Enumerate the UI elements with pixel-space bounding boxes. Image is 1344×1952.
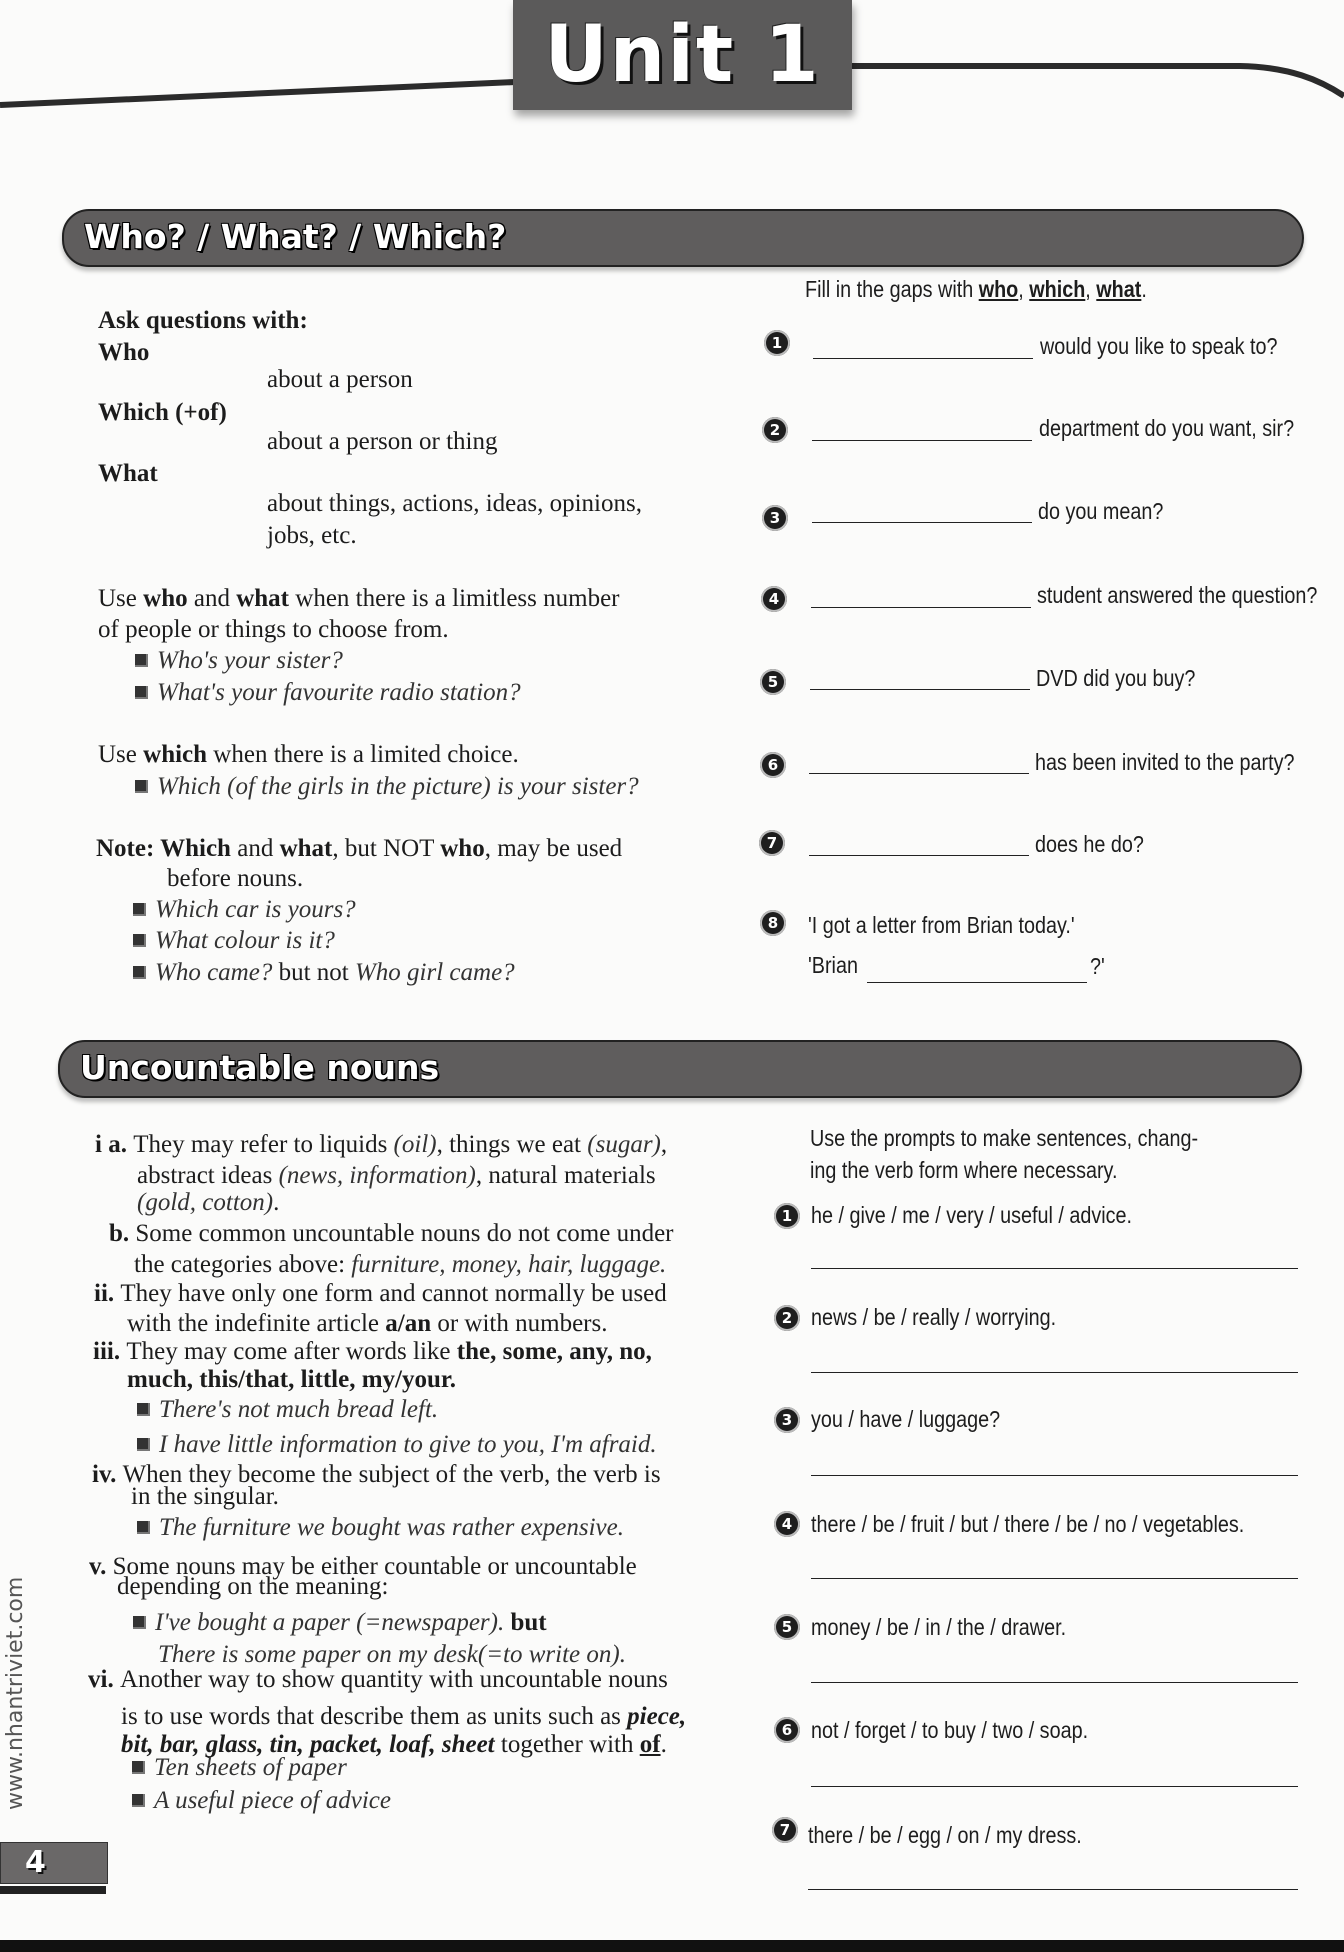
- number-badge: 7: [759, 830, 785, 856]
- unit-title-box: [513, 0, 852, 110]
- text-segment: of: [639, 1731, 661, 1758]
- answer-line[interactable]: [811, 1475, 1298, 1476]
- example-line: [135, 772, 639, 802]
- text-line: [267, 521, 357, 551]
- text-segment: before nouns.: [167, 865, 304, 892]
- exercise-item-text: DVD did you buy?: [1036, 665, 1196, 691]
- answer-line[interactable]: [811, 1786, 1298, 1787]
- answer-line[interactable]: [811, 1682, 1298, 1683]
- text-segment: Ask questions with:: [98, 307, 308, 334]
- text-segment: abstract ideas: [137, 1162, 279, 1189]
- text-segment: Some nouns may be either countable or uncountable: [112, 1553, 637, 1580]
- prompt-text: news / be / really / worrying.: [811, 1304, 1057, 1330]
- text-line: [88, 1665, 668, 1695]
- number-badge: 2: [762, 417, 788, 443]
- text-segment: but: [510, 1609, 547, 1636]
- answer-blank[interactable]: [809, 855, 1029, 856]
- prompt-text: there / be / egg / on / my dress.: [808, 1822, 1082, 1848]
- bullet-icon: [137, 1438, 150, 1451]
- example-line: [133, 926, 335, 956]
- number-badge: 4: [761, 586, 787, 612]
- text-segment: , may be used: [484, 835, 623, 862]
- text-segment: Which (of the girls in the picture) is your sister?: [157, 773, 639, 800]
- text-segment: which: [1029, 276, 1086, 302]
- text-line: [98, 338, 149, 368]
- example-text: [154, 1754, 347, 1781]
- prompt-text: not / forget / to buy / two / soap.: [811, 1717, 1089, 1743]
- example-text: [155, 896, 356, 923]
- text-segment: They may come after words like: [126, 1338, 457, 1365]
- text-line: [267, 489, 642, 519]
- text-segment: There's not much bread left.: [159, 1396, 439, 1423]
- text-segment: about a person or thing: [267, 428, 498, 455]
- bullet-icon: [133, 934, 146, 947]
- unit-title: Unit 1: [544, 10, 821, 100]
- answer-blank[interactable]: [810, 689, 1030, 690]
- text-segment: Which (+of): [98, 399, 227, 426]
- number-badge: 6: [760, 752, 786, 778]
- text-segment: ,: [1085, 276, 1097, 302]
- text-segment: is to use words that describe them as units such as: [121, 1703, 628, 1730]
- text-segment: When they become the subject of the verb, the verb is: [122, 1461, 661, 1488]
- text-segment: A useful piece of advice: [154, 1787, 391, 1814]
- text-segment: Who's your sister?: [157, 647, 343, 674]
- text-segment: Note:: [96, 835, 161, 862]
- text-line: [267, 427, 498, 457]
- bullet-icon: [135, 686, 148, 699]
- text-segment: The furniture we bought was rather expensive.: [159, 1514, 624, 1541]
- text-segment: Who came?: [155, 959, 273, 986]
- page-number-bar: [0, 1886, 106, 1894]
- bullet-icon: [135, 654, 148, 667]
- text-segment: What's your favourite radio station?: [157, 679, 521, 706]
- example-line: [132, 1753, 347, 1783]
- text-segment: of people or things to choose from.: [98, 616, 449, 643]
- text-segment: much, this/that, little, my/your.: [127, 1366, 456, 1393]
- text-line: [95, 1130, 667, 1160]
- prompt-text: he / give / me / very / useful / advice.: [811, 1202, 1133, 1228]
- answer-line[interactable]: [811, 1268, 1298, 1269]
- website-watermark: www.nhantriviet.com: [3, 1576, 28, 1810]
- prompt-text: money / be / in / the / drawer.: [811, 1614, 1067, 1640]
- text-segment: jobs, etc.: [267, 522, 357, 549]
- section-banner-uncountable-nouns: [58, 1040, 1302, 1098]
- page-edge: [0, 1940, 1344, 1952]
- exercise-item-prefix: 'Brian: [808, 952, 858, 978]
- text-line: [167, 864, 303, 894]
- example-text: [155, 959, 515, 986]
- text-line: [98, 584, 620, 614]
- text-line: [109, 1219, 674, 1249]
- example-line: [137, 1395, 438, 1425]
- text-segment: There is some paper on my desk(=to write on).: [158, 1641, 626, 1668]
- text-segment: the categories above:: [134, 1251, 352, 1278]
- text-segment: or with numbers.: [431, 1310, 608, 1337]
- number-badge: 1: [764, 330, 790, 356]
- answer-line[interactable]: [811, 1372, 1298, 1373]
- text-segment: Fill in the gaps with: [805, 276, 979, 302]
- text-segment: and: [187, 585, 237, 612]
- example-text: [157, 679, 521, 706]
- text-segment: Who girl came?: [354, 959, 515, 986]
- example-text: [157, 647, 343, 674]
- text-segment: but not: [272, 959, 355, 986]
- text-segment: with the indefinite article: [127, 1310, 386, 1337]
- text-line: [267, 365, 413, 395]
- exercise-instruction: Use the prompts to make sentences, chang-: [810, 1125, 1199, 1151]
- text-segment: (oil): [393, 1131, 437, 1158]
- text-segment: what: [236, 585, 290, 612]
- text-line: [93, 1337, 652, 1367]
- number-badge: 7: [772, 1817, 798, 1843]
- number-badge: 5: [774, 1614, 800, 1640]
- text-segment: Use: [98, 585, 144, 612]
- text-segment: bit, bar, glass, tin, packet, loaf, sheet: [121, 1731, 495, 1758]
- section-title: Uncountable nouns: [80, 1048, 440, 1087]
- number-badge: 4: [774, 1511, 800, 1537]
- text-segment: in the singular.: [131, 1483, 279, 1510]
- text-segment: who: [440, 835, 485, 862]
- text-line: [98, 615, 449, 645]
- answer-blank[interactable]: [809, 773, 1029, 774]
- text-segment: iii.: [93, 1338, 127, 1365]
- answer-blank[interactable]: [811, 607, 1031, 608]
- text-line: [94, 1279, 667, 1309]
- text-segment: They may refer to liquids: [133, 1131, 394, 1158]
- exercise-item-suffix: ?': [1090, 953, 1105, 979]
- answer-line[interactable]: [808, 1889, 1298, 1890]
- text-line: [137, 1161, 656, 1191]
- example-text: [155, 927, 335, 954]
- prompt-text: you / have / luggage?: [811, 1406, 1001, 1432]
- bullet-icon: [133, 1616, 146, 1629]
- page-number: 4: [25, 1845, 46, 1880]
- text-segment: .: [1141, 276, 1147, 302]
- text-line: [137, 1188, 279, 1218]
- text-segment: depending on the meaning:: [117, 1573, 389, 1600]
- exercise-item-text: department do you want, sir?: [1039, 415, 1295, 441]
- example-text: [159, 1396, 438, 1423]
- text-line: [98, 306, 308, 336]
- text-segment: who: [978, 276, 1019, 302]
- exercise-item-text: does he do?: [1035, 831, 1144, 857]
- text-segment: i a.: [95, 1131, 134, 1158]
- example-line: [133, 895, 356, 925]
- text-segment: together with: [494, 1731, 640, 1758]
- example-line: [137, 1430, 657, 1460]
- text-segment: (news, information): [278, 1162, 476, 1189]
- text-segment: What colour is it?: [155, 927, 335, 954]
- number-badge: 3: [774, 1407, 800, 1433]
- bullet-icon: [133, 903, 146, 916]
- section-banner-who-what-which: [62, 209, 1304, 267]
- number-badge: 3: [762, 505, 788, 531]
- answer-blank[interactable]: [812, 440, 1032, 441]
- text-segment: ,: [1018, 276, 1030, 302]
- text-segment: ii.: [94, 1280, 121, 1307]
- exercise-item-text: has been invited to the party?: [1035, 749, 1295, 775]
- page-number-box: [0, 1842, 108, 1884]
- exercise-item-text: 'I got a letter from Brian today.': [808, 912, 1075, 938]
- number-badge: 8: [760, 910, 786, 936]
- text-segment: They have only one form and cannot normally be used: [120, 1280, 667, 1307]
- bullet-icon: [133, 966, 146, 979]
- text-segment: b.: [109, 1220, 136, 1247]
- text-line: [127, 1309, 607, 1339]
- bullet-icon: [137, 1403, 150, 1416]
- text-segment: about things, actions, ideas, opinions,: [267, 490, 642, 517]
- text-segment: when there is a limitless number: [289, 585, 620, 612]
- exercise-item-text: do you mean?: [1038, 498, 1164, 524]
- text-segment: , natural materials: [475, 1162, 656, 1189]
- text-segment: Use: [98, 741, 144, 768]
- bullet-icon: [135, 780, 148, 793]
- text-line: [98, 398, 227, 428]
- text-segment: Some common uncountable nouns do not come under: [135, 1220, 674, 1247]
- text-segment: ,: [660, 1131, 668, 1158]
- exercise-instruction: [805, 275, 1147, 303]
- example-text: [159, 1514, 624, 1541]
- text-line: [117, 1572, 388, 1602]
- text-segment: the, some, any, no,: [456, 1338, 652, 1365]
- text-segment: Which car is yours?: [155, 896, 356, 923]
- text-segment: Who: [98, 339, 150, 366]
- text-segment: who: [143, 585, 188, 612]
- example-text: [154, 1787, 391, 1814]
- example-text: [157, 773, 639, 800]
- bullet-icon: [137, 1521, 150, 1534]
- text-segment: what: [1096, 276, 1142, 302]
- text-segment: furniture, money, hair, luggage.: [351, 1251, 667, 1278]
- text-segment: I have little information to give to you, I'm afraid.: [159, 1431, 657, 1458]
- example-text: [159, 1431, 657, 1458]
- text-segment: (sugar): [587, 1131, 661, 1158]
- text-segment: .: [660, 1731, 667, 1758]
- text-segment: when there is a limited choice.: [207, 741, 519, 768]
- section-title: Who? / What? / Which?: [84, 217, 507, 256]
- bullet-icon: [132, 1794, 145, 1807]
- text-line: [98, 740, 519, 770]
- number-badge: 5: [760, 669, 786, 695]
- text-segment: piece,: [627, 1703, 687, 1730]
- text-line: [96, 834, 622, 864]
- text-segment: vi.: [88, 1666, 120, 1693]
- example-line: [132, 1786, 391, 1816]
- text-segment: which: [143, 741, 208, 768]
- answer-blank[interactable]: [812, 522, 1032, 523]
- text-segment: about a person: [267, 366, 413, 393]
- text-line: [98, 459, 158, 489]
- text-line: [131, 1482, 279, 1512]
- text-segment: and: [230, 835, 280, 862]
- example-text: [155, 1609, 547, 1636]
- text-segment: (gold, cotton): [137, 1189, 274, 1216]
- text-segment: iv.: [92, 1461, 123, 1488]
- number-badge: 6: [774, 1717, 800, 1743]
- number-badge: 2: [774, 1305, 800, 1331]
- text-line: [127, 1365, 456, 1395]
- text-segment: v.: [89, 1553, 113, 1580]
- text-segment: a/an: [385, 1310, 432, 1337]
- answer-line[interactable]: [811, 1578, 1298, 1579]
- text-segment: .: [273, 1189, 280, 1216]
- answer-blank[interactable]: [813, 358, 1033, 359]
- bullet-icon: [132, 1761, 145, 1774]
- text-segment: I've bought a paper (=newspaper).: [155, 1609, 511, 1636]
- example-line: [133, 958, 515, 988]
- prompt-text: there / be / fruit / but / there / be / no / vegetables.: [811, 1511, 1245, 1537]
- text-segment: Ten sheets of paper: [154, 1754, 347, 1781]
- exercise-item-text: would you like to speak to?: [1040, 333, 1278, 359]
- example-line: [135, 646, 343, 676]
- example-line: [135, 678, 521, 708]
- text-line: [121, 1702, 686, 1732]
- text-line: [134, 1250, 666, 1280]
- example-line: [133, 1608, 547, 1638]
- text-segment: , things we eat: [436, 1131, 588, 1158]
- example-line: [137, 1513, 624, 1543]
- text-segment: Which: [160, 835, 231, 862]
- exercise-item-text: student answered the question?: [1037, 582, 1318, 608]
- text-segment: What: [98, 460, 158, 487]
- number-badge: 1: [774, 1203, 800, 1229]
- exercise-instruction: ing the verb form where necessary.: [810, 1157, 1118, 1183]
- text-segment: , but NOT: [332, 835, 441, 862]
- text-segment: what: [279, 835, 333, 862]
- answer-blank[interactable]: [867, 982, 1087, 983]
- text-segment: Another way to show quantity with uncountable nouns: [119, 1666, 668, 1693]
